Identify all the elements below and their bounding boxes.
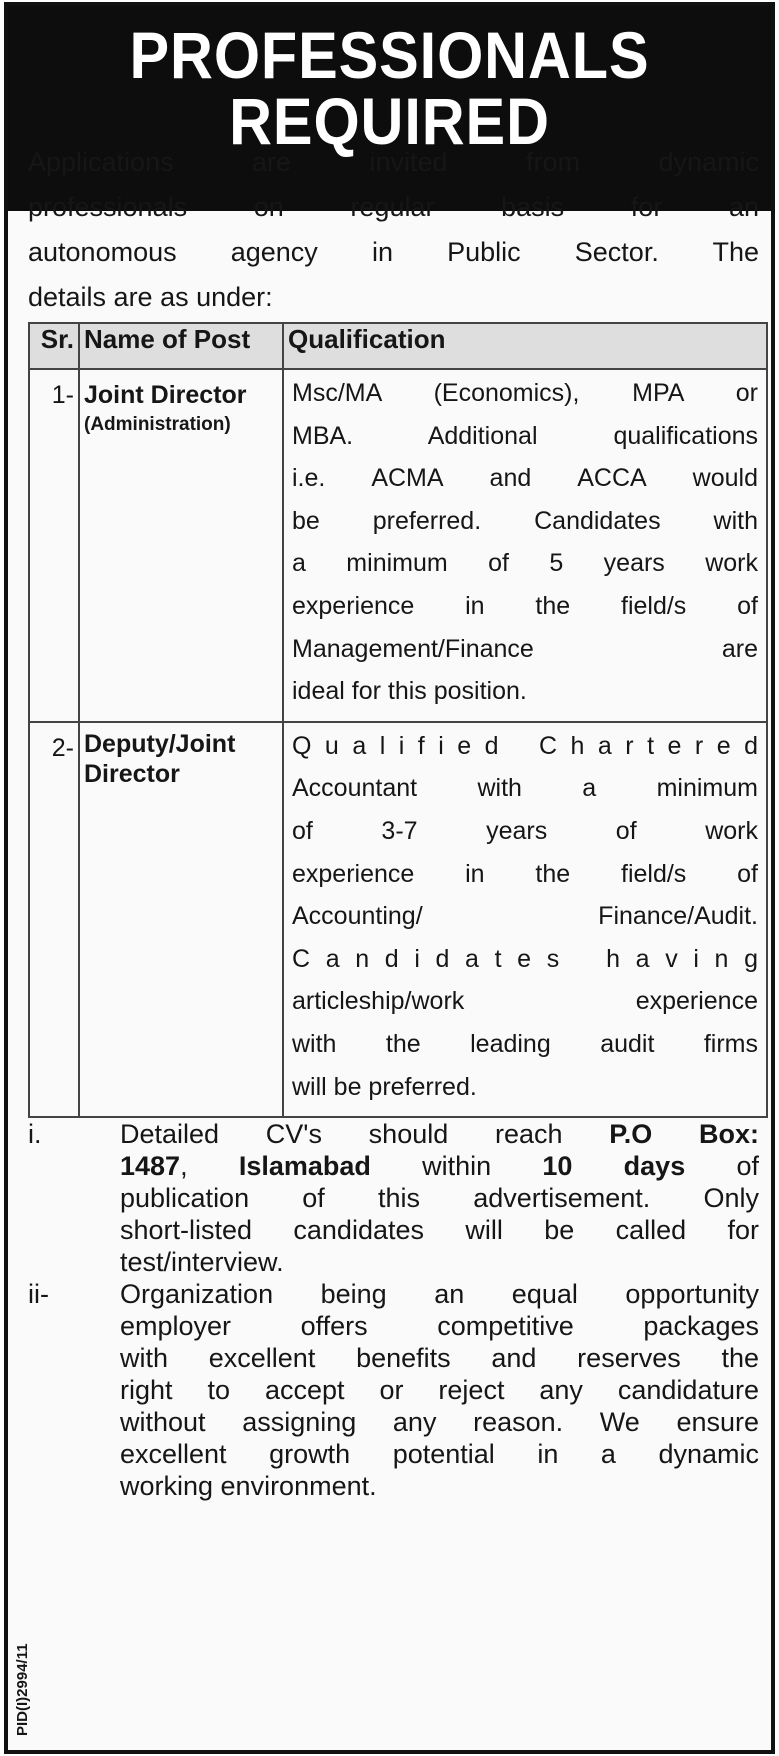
text-line [28, 140, 759, 185]
bold-text: P.O Box: [609, 1119, 759, 1149]
text-line [292, 938, 758, 981]
text-segment: be preferred. Candidates with [292, 506, 758, 535]
header-post: Name of Post [79, 323, 283, 369]
text-line [120, 1214, 759, 1246]
text-segment: Detailed CV's should reach [120, 1119, 610, 1149]
text-line [292, 500, 758, 543]
text-segment: MBA. Additional qualifications [292, 421, 758, 450]
post-name: Deputy/Joint [84, 729, 236, 758]
text-line [120, 1182, 759, 1214]
text-line [292, 895, 758, 938]
text-segment: Msc/MA (Economics), MPA or [292, 379, 758, 407]
text-segment: Organization being an equal opportunity [120, 1279, 759, 1309]
text-line [120, 1310, 759, 1342]
text-line [120, 1118, 759, 1150]
text-segment: of [685, 1151, 759, 1181]
text-line [292, 853, 758, 896]
table-header-row [29, 323, 767, 369]
text-segment: excellent growth potential in a dynamic [120, 1439, 759, 1469]
text-segment: i.e. ACMA and ACCA would [292, 464, 758, 493]
text-segment: experience in the field/s of [292, 591, 758, 620]
text-segment: Accountant with a minimum [292, 774, 758, 803]
text-segment: a minimum of 5 years work [292, 549, 758, 578]
table-row [29, 369, 767, 722]
text-segment: with excellent benefits and reserves the [120, 1343, 759, 1373]
text-segment: ideal for this position. [292, 677, 527, 706]
text-segment: Applications are invited from dynamic [28, 147, 759, 177]
text-line [292, 457, 758, 500]
text-line [28, 275, 759, 320]
text-line [292, 670, 758, 713]
text-segment: working environment. [120, 1471, 377, 1501]
post-name: Joint Director [84, 381, 247, 409]
text-segment: autonomous agency in Public Sector. The [28, 237, 759, 267]
text-segment: Accounting/ Finance/Audit. [292, 902, 758, 931]
bold-text: 1487 [120, 1151, 181, 1181]
title-line-2: REQUIRED [229, 84, 550, 158]
text-segment: right to accept or reject any candidature [120, 1375, 759, 1405]
post-name-line-2: Director [84, 759, 180, 788]
text-line [292, 810, 758, 853]
text-segment: articleship/work experience [292, 987, 758, 1016]
qualification-cell [283, 369, 767, 722]
text-segment: professionals on regular basis for an [28, 192, 759, 222]
note-ii [28, 1278, 759, 1502]
text-line [120, 1278, 759, 1310]
pid-code: PID(I)2994/11 [14, 1643, 31, 1736]
text-segment: Q u a l i f i e d C h a r t e r e d [292, 731, 758, 760]
intro-paragraph [28, 140, 759, 320]
text-segment: Management/Finance are [292, 634, 758, 663]
text-line [120, 1374, 759, 1406]
header-sr: Sr. [29, 323, 79, 369]
note-i [28, 1118, 759, 1278]
note-text [120, 1278, 759, 1502]
text-segment: within [370, 1151, 543, 1181]
bold-text: Islamabad [238, 1151, 371, 1181]
text-segment: , [180, 1151, 239, 1181]
text-segment: C a n d i d a t e s h a v i n g [292, 944, 758, 973]
text-line [120, 1470, 759, 1502]
text-line [292, 1023, 758, 1066]
text-line [292, 372, 758, 415]
note-marker: i. [28, 1119, 42, 1149]
text-line [292, 980, 758, 1023]
text-segment: test/interview. [120, 1247, 284, 1277]
post-subtitle: (Administration) [84, 414, 231, 435]
text-segment: details are as under: [28, 282, 273, 312]
text-line [292, 585, 758, 628]
text-segment: publication of this advertisement. Only [120, 1183, 759, 1213]
text-line [292, 542, 758, 585]
text-line [120, 1406, 759, 1438]
text-segment: of 3-7 years of work [292, 816, 758, 845]
title-line-1: PROFESSIONALS [129, 18, 650, 92]
text-line [28, 185, 759, 230]
note-marker: ii- [28, 1279, 49, 1309]
text-line [292, 415, 758, 458]
text-line [292, 1066, 758, 1109]
text-line [120, 1246, 759, 1278]
text-line [292, 628, 758, 671]
advertisement [4, 2, 775, 1754]
text-line [120, 1342, 759, 1374]
posts-table [28, 322, 768, 1118]
text-line [120, 1150, 759, 1182]
row-sr: 2- [51, 733, 74, 762]
row-sr: 1- [51, 381, 74, 409]
bold-text: 10 days [542, 1151, 686, 1181]
text-line [292, 725, 758, 768]
text-segment: employer offers competitive packages [120, 1311, 759, 1341]
text-line [28, 230, 759, 275]
text-line [292, 767, 758, 810]
header-qualification: Qualification [283, 323, 767, 369]
text-segment: without assigning any reason. We ensure [120, 1407, 759, 1437]
text-segment: with the leading audit firms [292, 1029, 758, 1058]
qualification-cell [283, 722, 767, 1117]
text-line [120, 1438, 759, 1470]
table-row [29, 722, 767, 1117]
text-segment: will be preferred. [292, 1072, 477, 1101]
note-text [120, 1118, 759, 1278]
text-segment: short-listed candidates will be called for [120, 1215, 759, 1245]
text-segment: experience in the field/s of [292, 859, 758, 888]
